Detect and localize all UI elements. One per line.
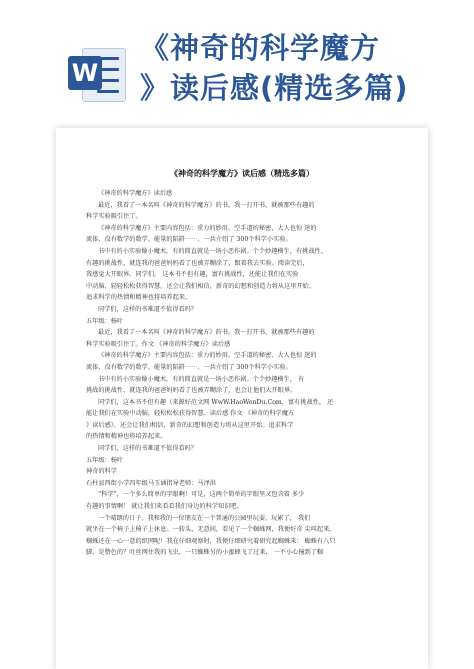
document-title: 《神奇的科学魔方》读后感（精选多篇） (170, 168, 314, 178)
document-line: 石柱县西街小学四年级马玉涵指导老师：马泽洪 (86, 479, 216, 487)
document-line: 追求科学的热情和精神也将培养起来。 (86, 294, 192, 302)
document-line: 书中有的小实验像小魔术，有的简直就是一场小恶作剧。个个妙趣横生， 有 (98, 375, 305, 383)
page-title (140, 28, 470, 108)
page-title-line-2: 》读后感(精选多篇) (140, 71, 409, 105)
document-line: 有趣的事情啊！ 就让我们来看看我们身边的科学知识吧。 (86, 503, 243, 511)
document-line: 流体、没有数学的数学、能量的陷阱⋯⋯。一共介绍了 300个科学小实验。 (86, 236, 292, 244)
document-line: 五年级：杨叶 (86, 456, 124, 464)
document-line: 中动脑，轻轻松松获得智慧。还会让我们相信，新奇的幻想和创造力将从这里开始。 (86, 282, 315, 290)
document-line: 最近，我看了一本名叫《神奇的科学魔方》的书。我一打开书，就被那些有趣的 (98, 201, 315, 209)
page-title-line-1: 《神奇的科学魔方 (140, 31, 381, 65)
document-line: 我感觉大开眼界。同学们， 这本书不但有趣，富有挑战性，还能让我们在实验 (86, 271, 299, 279)
document-line: 五年级：杨叶 (86, 317, 124, 325)
document-line: 脚，是赞色的？吐丝网住我的飞虫，一只蜘蛛另的小蜜蜂飞了过来， 一不小心撞到了蜘 (86, 549, 324, 557)
document-line: 《神奇的科学魔方》读后感 (98, 190, 173, 197)
document-line: 《神奇的科学魔方》主要内容包括：重力的妙用、空手道的秘密、大人也惊 迷的 (98, 224, 317, 232)
document-line: 挑战的挑战性，就连我的爸爸妈妈看了也被弄糊涂了，也会让他们大开眼界。 (86, 387, 297, 395)
document-line: 流体、没有数学的数学、能量的陷阱⋯⋯。一共介绍了 300个科学小实验。 (86, 363, 292, 371)
document-line: 蜘蛛还在一心一意的织网呢！我在仔细观察时，我便仔细研究着研究起蜘蛛来： 蜘蛛有八只 (86, 537, 336, 545)
document-line: 同学们，这样的书难道不值得看吗？ (98, 445, 197, 453)
document-line: 《神奇的科学魔方》主要内容包括：重力的妙用、空手道的秘密、大人也惊 迷的 (98, 352, 317, 360)
document-line: 有趣的挑战性，就连我的爸爸妈妈看了也被弄糊涂了，跟着我去实验。阅读完后， (86, 259, 309, 267)
document-line: 》读后感》，还会让我们相信，新奇的幻想和创造力将从这里开始。追求科学 (86, 421, 294, 429)
document-line: 科学实验吸引住了。作文 《神奇的科学魔方》读后感 (86, 340, 231, 348)
document-line: 最近，我看了一本名叫《神奇的科学魔方》的书。我一打开书，就被那些有趣的 (98, 329, 315, 337)
document-line: 同学们，这样的书难道不值得看吗？ (98, 305, 197, 313)
document-line: 能让我们在实验中动脑，轻松松松获得智慧。读后感 作文 《神奇的科学魔方 (86, 410, 295, 418)
document-line: 科学实验吸引住了。 (86, 213, 142, 221)
document-line: 的热情和精神也将培养起来。 (86, 433, 167, 441)
document-line: 就坐在一个椅子上椅子上休息。一转头，无意间，看见了一个蜘蛛网，我便好奇 尖叫起来。 (86, 526, 336, 534)
header-banner (0, 0, 474, 120)
document-line: 一个晴朗的日子，我和我的一位朋友在一个普通的公园里玩耍，玩累了， 我们 (98, 514, 311, 522)
document-line: 同学们，这本书不但有趣（来源好范文网 WwW.HaoWenDu.Com，富有挑战性， 还 (98, 398, 334, 406)
document-body (86, 188, 404, 559)
document-line: 书中有的小实验像小魔术，有的简直就是一场小恶作剧。个个妙趣横生，有挑战性、 (98, 247, 327, 255)
document-line: 神奇的科学 (86, 468, 117, 476)
document-line: “科学”，一个多么简单的字眼啊！可是，这两个简单的字眼里又包含着 多少 (98, 491, 305, 499)
word-document-icon (66, 44, 126, 104)
document-page (56, 128, 428, 669)
word-badge: W (68, 56, 102, 90)
